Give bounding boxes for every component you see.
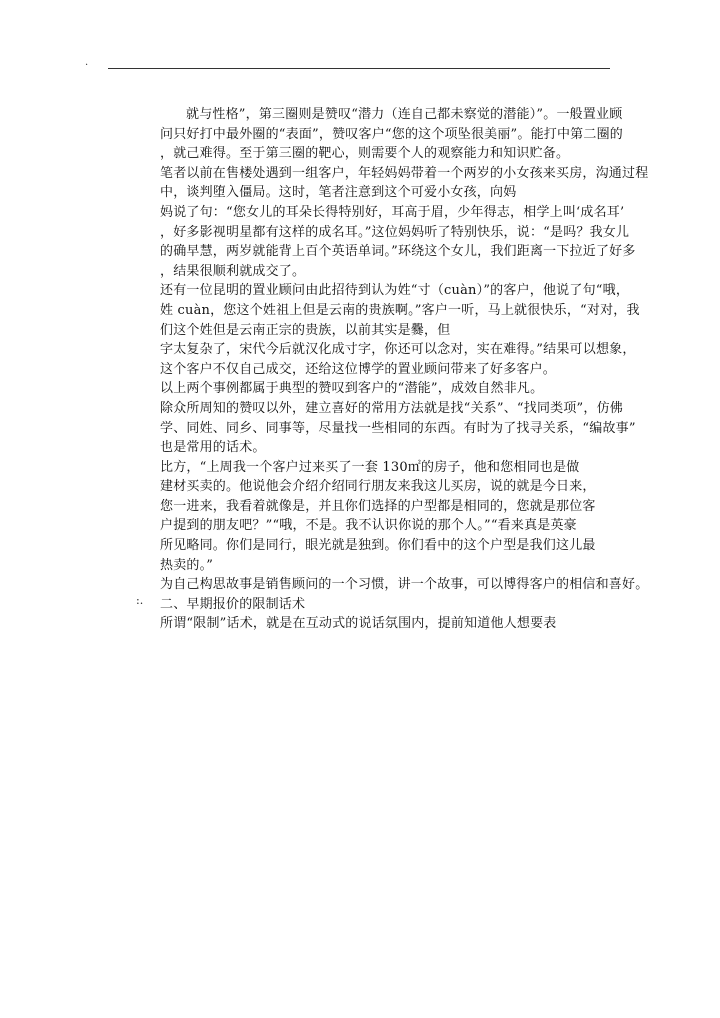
paragraph-line: 比方，“上周我一个客户过来买了一套 130㎡的房子，他和您相同也是做 xyxy=(160,459,580,475)
paragraph-line: 笔者以前在售楼处遇到一组客户，年轻妈妈带着一个两岁的小女孩来买房，沟通过程 xyxy=(160,165,649,181)
paragraph-line: 所谓“限制”话术，就是在互动式的说话氛围内，提前知道他人想要表 xyxy=(160,616,557,632)
paragraph-line: 也是常用的话术。 xyxy=(160,440,266,456)
paragraph-line: 这个客户不仅自己成交，还给这位博学的置业顾问带来了好多客户。 xyxy=(160,361,557,377)
paragraph-line: ，就己难得。至于第三圈的靶心，则需要个人的观察能力和知识贮备。 xyxy=(160,146,570,162)
paragraph-line: 就与性格”，第三圈则是赞叹“潜力（连自己都未察觉的潜能）”。一般置业顾 xyxy=(186,107,623,122)
paragraph-line: 您一进来，我看着就像是，并且你们选择的户型都是相同的，您就是那位客 xyxy=(160,498,596,514)
document-body xyxy=(160,105,670,634)
header-rule xyxy=(108,68,610,69)
paragraph-line: 字太复杂了，宋代今后就汉化成寸字，你还可以念对，实在难得。”结果可以想象， xyxy=(160,342,636,358)
paragraph-line: 中，谈判堕入僵局。这时，笔者注意到这个可爱小女孩，向妈 xyxy=(160,185,517,201)
paragraph-line: 以上两个事例都属于典型的赞叹到客户的“潜能”，成效自然非凡。 xyxy=(160,381,544,397)
paragraph-line: 热卖的。” xyxy=(160,557,214,573)
paragraph-line: 姓 cuàn，您这个姓祖上但是云南的贵族啊。”客户一听，马上就很快乐，“对对，我 xyxy=(160,302,640,318)
section-heading: 二、早期报价的限制话术 xyxy=(160,596,306,612)
paragraph-line: 所见略同。你们是同行，眼光就是独到。你们看中的这个户型是我们这儿最 xyxy=(160,538,596,554)
paragraph-line: 学、同姓、同乡、同事等，尽量找一些相同的东西。有时为了找寻关系，“编故事” xyxy=(160,420,636,436)
paragraph-line: ，结果很顺利就成交了。 xyxy=(160,263,306,279)
header-dot: . xyxy=(85,57,89,68)
paragraph-line: 为自己构思故事是销售顾问的一个习惯，讲一个故事，可以博得客户的相信和喜好。 xyxy=(160,577,649,593)
paragraph-line: 问只好打中最外圈的“表面”，赞叹客户“您的这个项坠很美丽”。能打中第二圈的 xyxy=(160,126,623,142)
paragraph-line: ，好多影视明星都有这样的成名耳。”这位妈妈听了特别快乐，说：“是吗？我女儿 xyxy=(160,224,630,240)
footer-mark: :. xyxy=(136,594,144,607)
paragraph-line: 还有一位昆明的置业顾问由此招待到认为姓“寸（cuàn）”的客户，他说了句“哦， xyxy=(160,283,630,299)
paragraph-line: 的确早慧，两岁就能背上百个英语单词。”环绕这个女儿，我们距离一下拉近了好多 xyxy=(160,244,636,260)
paragraph-line: 妈说了句：“您女儿的耳朵长得特别好，耳高于眉，少年得志，相学上叫‘成名耳’ xyxy=(160,204,625,220)
paragraph-line: 们这个姓但是云南正宗的贵族，以前其实是爨，但 xyxy=(160,322,451,338)
paragraph-line: 户提到的朋友吧？”“哦，不是。我不认识你说的那个人。”“看来真是英豪 xyxy=(160,518,577,534)
paragraph-line: 除众所周知的赞叹以外，建立喜好的常用方法就是找“关系”、“找同类项”，仿佛 xyxy=(160,400,623,416)
paragraph-line: 建材买卖的。他说他会介绍介绍同行朋友来我这儿买房，说的就是今日来， xyxy=(160,479,596,495)
